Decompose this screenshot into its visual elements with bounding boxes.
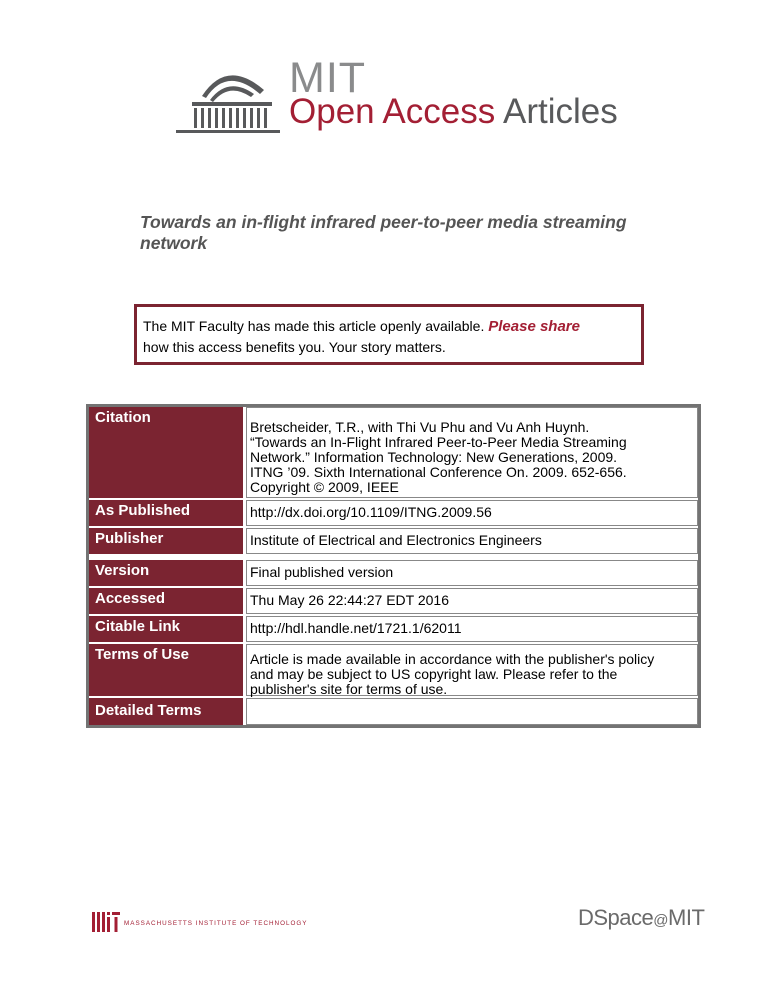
table-row-citation	[89, 407, 698, 498]
accessed-value: Thu May 26 22:44:27 EDT 2016	[246, 588, 698, 614]
terms-of-use-label: Terms of Use	[89, 644, 243, 696]
citable-link-label: Citable Link	[89, 616, 243, 642]
mit-open-access-logo	[172, 54, 618, 140]
citation-line-1: Bretscheider, T.R., with Thi Vu Phu and Vu Anh Huynh.	[250, 419, 590, 435]
accessed-label: Accessed	[89, 588, 243, 614]
logo-open-access-text	[289, 92, 618, 132]
table-row-terms-of-use	[89, 644, 698, 696]
footer-institute-text: MASSACHUSETTS INSTITUTE OF TECHNOLOGY	[124, 920, 308, 927]
terms-line-1: Article is made available in accordance with the publisher's policy	[250, 651, 655, 667]
table-row-detailed-terms	[89, 698, 698, 725]
logo-articles-grey: Articles	[503, 92, 618, 131]
version-value: Final published version	[246, 560, 698, 586]
terms-line-2: and may be subject to US copyright law. Please refer to the	[250, 666, 618, 682]
logo-mit-text: MIT	[289, 54, 367, 102]
metadata-table	[86, 404, 701, 728]
citable-link-value[interactable]: http://hdl.handle.net/1721.1/62011	[246, 616, 698, 642]
as-published-link[interactable]: http://dx.doi.org/10.1109/ITNG.2009.56	[246, 500, 698, 526]
article-title: Towards an in-flight infrared peer-to-peer media streaming network	[140, 212, 627, 253]
table-row-version	[89, 560, 698, 586]
please-share-link[interactable]: Please share	[488, 318, 580, 335]
mit-mark-icon	[92, 912, 120, 932]
dspace-at: @	[653, 912, 669, 929]
table-row-as-published	[89, 500, 698, 526]
table-row-publisher	[89, 528, 698, 554]
share-text-before: The MIT Faculty has made this article openly available.	[143, 318, 485, 334]
dspace-mit-logo	[578, 905, 704, 931]
as-published-label: As Published	[89, 500, 243, 526]
share-box	[134, 304, 644, 365]
logo-open-access-red: Open Access	[289, 92, 496, 131]
citation-line-4: ITNG ’09. Sixth International Conference On. 2009. 652-656.	[250, 464, 627, 480]
publisher-label: Publisher	[89, 528, 243, 554]
footer-mit-logo	[92, 912, 312, 934]
terms-of-use-value	[246, 644, 698, 696]
citation-line-3: Network.” Information Technology: New Generations, 2009.	[250, 449, 618, 465]
citation-line-5: Copyright © 2009, IEEE	[250, 479, 399, 495]
version-label: Version	[89, 560, 243, 586]
terms-line-3: publisher's site for terms of use.	[250, 681, 448, 697]
detailed-terms-value	[246, 698, 698, 725]
table-row-citable-link	[89, 616, 698, 642]
publisher-value: Institute of Electrical and Electronics Engineers	[246, 528, 698, 554]
citation-value	[246, 407, 698, 498]
citation-line-2: “Towards an In-Flight Infrared Peer-to-Peer Media Streaming	[250, 434, 627, 450]
detailed-terms-label: Detailed Terms	[89, 698, 243, 725]
citation-label: Citation	[89, 407, 243, 498]
table-row-accessed	[89, 588, 698, 614]
dspace-prefix: DSpace	[578, 905, 654, 930]
dome-icon	[172, 60, 282, 140]
dspace-suffix: MIT	[668, 905, 705, 930]
share-text-after: how this access benefits you. Your story matters.	[143, 339, 446, 355]
